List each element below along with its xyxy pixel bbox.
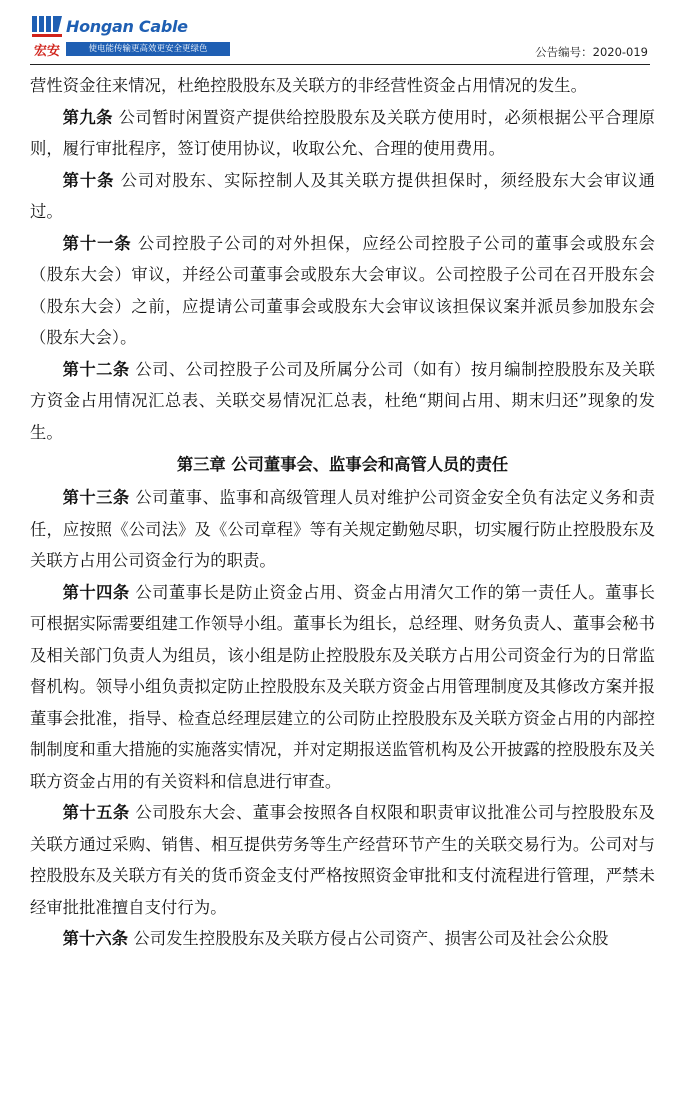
article-text: 公司对股东、实际控制人及其关联方提供担保时，须经股东大会审议通过。 — [30, 170, 655, 221]
article-text: 公司、公司控股子公司及所属分公司（如有）按月编制控股股东及关联方资金占用情况汇总表、关联交易情况汇总表，杜绝“期间占用、期末归还”现象的发生。 — [30, 359, 655, 442]
logo-brand-name: Hongan Cable — [66, 17, 188, 36]
article-label: 第十六条 — [62, 929, 129, 948]
article-label: 第十五条 — [62, 803, 130, 822]
article-label: 第十三条 — [62, 488, 130, 507]
header-divider — [30, 64, 650, 65]
company-logo — [30, 14, 208, 60]
article-label: 第十一条 — [62, 233, 132, 253]
article-label: 第十二条 — [62, 359, 130, 379]
chapter-title: 第三章 公司董事会、监事会和高管人员的责任 — [176, 455, 509, 474]
document-body — [30, 70, 655, 955]
article-10 — [30, 165, 655, 228]
announcement-number: 公告编号：2020-019 — [535, 45, 648, 59]
article-11 — [30, 228, 655, 354]
article-13 — [30, 482, 655, 577]
article-label: 第十条 — [62, 170, 115, 190]
page-header — [0, 0, 680, 66]
article-text: 公司董事、监事和高级管理人员对维护公司资金安全负有法定义务和责任，应按照《公司法》及《公司章程》等有关规定勤勉尽职，切实履行防止控股股东及关联方占用公司资金行为的职责。 — [30, 488, 655, 570]
logo-slogan: 使电能传输更高效更安全更绿色 — [66, 42, 230, 56]
logo-mark-icon — [30, 14, 64, 60]
article-text: 公司控股子公司的对外担保，应经公司控股子公司的董事会或股东会（股东大会）审议，并经公司董事会或股东大会审议。公司控股子公司在召开股东会（股东大会）之前，应提请公司董事会或股东大会审议该担保议案并派员参加股东会（股东大会）。 — [30, 233, 655, 347]
article-label: 第九条 — [62, 107, 113, 127]
article-15 — [30, 797, 655, 923]
article-text: 公司发生控股股东及关联方侵占公司资产、损害公司及社会公众股 — [133, 929, 609, 948]
article-label: 第十四条 — [62, 582, 130, 602]
logo-mark-text: 宏安 — [33, 44, 61, 59]
article-text: 公司董事长是防止资金占用、资金占用清欠工作的第一责任人。董事长可根据实际需要组建工作领导小组。董事长为组长，总经理、财务负责人、董事会秘书及相关部门负责人为组员，该小组是防止控股股东及关联方占用公司资金行为的日常监督机构。领导小组负责拟定防止控股股东及关联方资金占用管理制度及其修改方案并报董事会批准，指导、检查总经理层建立的公司防止控股股东及关联方资金占用的内部控制制度和重大措施的实施落实情况，并对定期报送监管机构及公开披露的控股股东及关联方资金占用的有关资料和信息进行审查。 — [30, 582, 655, 791]
article-14 — [30, 577, 655, 798]
article-16 — [30, 923, 655, 955]
article-12 — [30, 354, 655, 449]
article-text: 公司暂时闲置资产提供给控股股东及关联方使用时，必须根据公平合理原则，履行审批程序，签订使用协议，收取公允、合理的使用费用。 — [30, 107, 655, 158]
article-9 — [30, 102, 655, 165]
article-text: 公司股东大会、董事会按照各自权限和职责审议批准公司与控股股东及关联方通过采购、销售、相互提供劳务等生产经营环节产生的关联交易行为。公司对与控股股东及关联方有关的货币资金支付严格按照资金审批和支付流程进行管理，严禁未经审批批准擅自支付行为。 — [30, 803, 655, 917]
continued-paragraph: 营性资金往来情况，杜绝控股股东及关联方的非经营性资金占用情况的发生。 — [30, 76, 587, 95]
